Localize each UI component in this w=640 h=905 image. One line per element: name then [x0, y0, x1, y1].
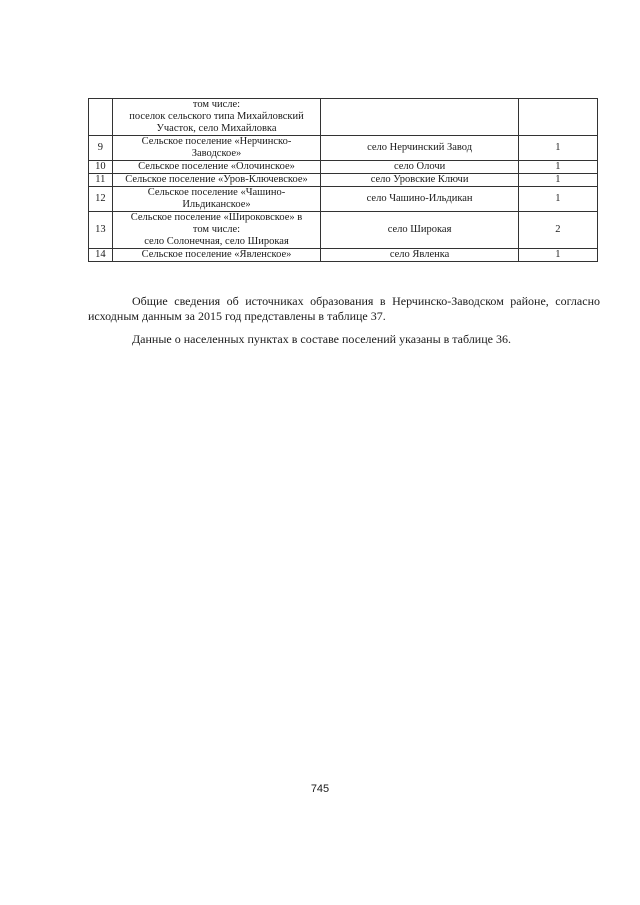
settlement-name-line: село Солонечная, село Широкая: [144, 236, 289, 247]
row-number-cell: 10: [89, 161, 113, 174]
row-number-cell: 13: [89, 212, 113, 249]
settlement-name-line: поселок сельского типа Михайловский: [129, 111, 304, 122]
settlement-count-cell: 1: [518, 161, 597, 174]
settlement-name-line: Сельское поселение «Уров-Ключевское»: [125, 174, 308, 185]
settlement-name-line: Сельское поселение «Явленское»: [141, 249, 292, 260]
table-row: [89, 249, 598, 262]
row-number-cell: [89, 99, 113, 136]
row-number-cell: 9: [89, 136, 113, 161]
administrative-center-cell: село Олочи: [321, 161, 518, 174]
paragraph-text: Данные о населенных пунктах в составе поселений указаны в таблице 36.: [132, 332, 511, 346]
administrative-center-cell: село Чашино-Ильдикан: [321, 187, 518, 212]
paragraph-text: Общие сведения об источниках образования в Нерчинско-Заводском районе, согласно исходным данным за 2015 год представлены в таблице 37.: [88, 294, 600, 323]
settlement-count-cell: 1: [518, 187, 597, 212]
settlement-name-cell: [112, 99, 321, 136]
table-row: [89, 174, 598, 187]
settlement-name-cell: [112, 174, 321, 187]
settlement-name-line: Заводское»: [191, 148, 242, 159]
settlement-name-line: Участок, село Михайловка: [156, 123, 277, 134]
administrative-center-cell: [321, 99, 518, 136]
administrative-center-cell: село Уровские Ключи: [321, 174, 518, 187]
settlement-name-line: том числе:: [192, 224, 241, 235]
row-number-cell: 12: [89, 187, 113, 212]
settlement-count-cell: 2: [518, 212, 597, 249]
table-row: [89, 161, 598, 174]
settlement-name-cell: [112, 161, 321, 174]
settlement-name-cell: [112, 212, 321, 249]
administrative-center-cell: село Явленка: [321, 249, 518, 262]
table-row: [89, 136, 598, 161]
settlement-name-line: Сельское поселение «Широковское» в: [130, 212, 303, 223]
settlement-count-cell: 1: [518, 249, 597, 262]
row-number-cell: 11: [89, 174, 113, 187]
settlement-count-cell: 1: [518, 136, 597, 161]
settlements-table: [88, 98, 598, 262]
settlements-table-container: [88, 98, 598, 262]
administrative-center-cell: село Широкая: [321, 212, 518, 249]
page-number: 745: [310, 783, 330, 795]
settlement-name-line: Сельское поселение «Чашино-: [147, 187, 286, 198]
settlement-name-line: том числе:: [192, 99, 241, 110]
settlement-name-line: Сельское поселение «Нерчинско-: [141, 136, 292, 147]
settlements-table-body: [89, 99, 598, 262]
table-row: [89, 99, 598, 136]
settlement-name-cell: [112, 136, 321, 161]
settlement-name-line: Сельское поселение «Олочинское»: [138, 161, 295, 172]
table-row: [89, 212, 598, 249]
administrative-center-cell: село Нерчинский Завод: [321, 136, 518, 161]
settlement-name-line: Ильдиканское»: [182, 199, 251, 210]
paragraph-sources-info: [88, 294, 600, 324]
settlement-count-cell: [518, 99, 597, 136]
settlement-name-cell: [112, 249, 321, 262]
settlement-name-cell: [112, 187, 321, 212]
row-number-cell: 14: [89, 249, 113, 262]
paragraph-settlements-info: [88, 332, 600, 347]
settlement-count-cell: 1: [518, 174, 597, 187]
table-row: [89, 187, 598, 212]
